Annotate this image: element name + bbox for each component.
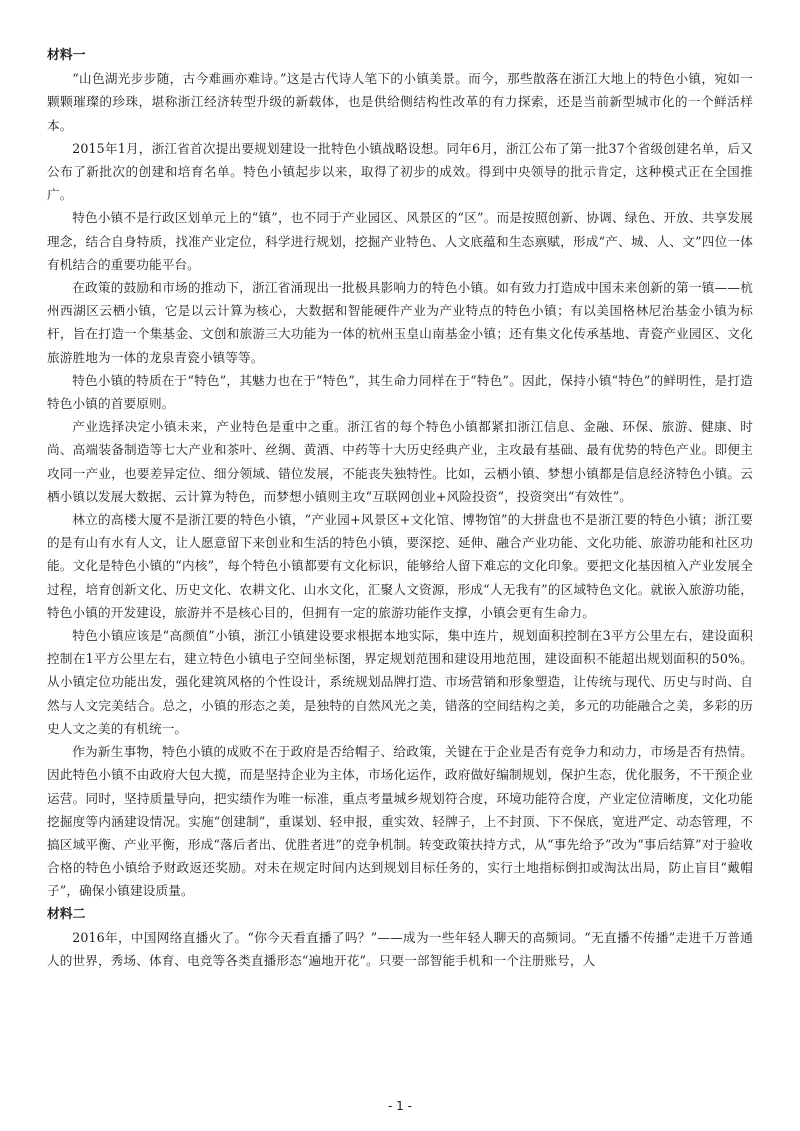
material-1-paragraph: 特色小镇的特质在于“特色”，其魅力也在于“特色”，其生命力同样在于“特色”。因此，保持小镇“特色”的鲜明性，是打造特色小镇的首要原则。 (47, 372, 753, 412)
material-1-paragraph: 特色小镇应该是“高颜值”小镇，浙江小镇建设要求根据本地实际，集中连片，规划面积控制在3平方公里左右，建设面积控制在1平方公里左右，建立特色小镇电子空间坐标图，界定规划范围和建设用地范围，建设面积不能超出规划面积的50%。从小镇定位功能出发，强化建筑风格的个性设计，系统规划品牌打造、市场营销和形象塑造，让传统与现代、历史与时尚、自然与人文完美结合。总之，小镇的形态之美，是独特的自然风光之美，错落的空间结构之美，多元的功能融合之美，多彩的历史人文之美的有机统一。 (47, 628, 753, 736)
material-2-paragraph: 2016年，中国网络直播火了。“你今天看直播了吗？”——成为一些年轻人聊天的高频词。“无直播不传播”走进千万普通人的世界，秀场、体育、电竞等各类直播形态“遍地开花”。只要一部智能手机和一个注册账号，人 (47, 929, 753, 968)
material-2-heading: 材料二 (47, 906, 86, 922)
document-page (47, 44, 753, 972)
material-1-paragraph: 林立的高楼大厦不是浙江要的特色小镇，“产业园+风景区+文化馆、博物馆”的大拼盘也不是浙江要的特色小镇；浙江要的是有山有水有人文，让人愿意留下来创业和生活的特色小镇，要深挖、延伸、融合产业功能、文化功能、旅游功能和社区功能。文化是特色小镇的“内核”，每个特色小镇都要有文化标识，能够给人留下难忘的文化印象。要把文化基因植入产业发展全过程，培育创新文化、历史文化、农耕文化、山水文化，汇聚人文资源，形成“人无我有”的区域特色文化。就嵌入旅游功能，特色小镇的开发建设，旅游并不是核心目的，但拥有一定的旅游功能作支撑，小镇会更有生命力。 (47, 512, 753, 620)
material-1-paragraph: 特色小镇不是行政区划单元上的“镇”，也不同于产业园区、风景区的“区”。而是按照创新、协调、绿色、开放、共享发展理念，结合自身特质，找准产业定位，科学进行规划，挖掘产业特色、人文底蕴和生态禀赋，形成“产、城、人、文”四位一体有机结合的重要功能平台。 (47, 210, 753, 272)
material-1-paragraph: 作为新生事物，特色小镇的成败不在于政府是否给帽子、给政策，关键在于企业是否有竞争力和动力，市场是否有热情。因此特色小镇不由政府大包大揽，而是坚持企业为主体，市场化运作，政府做好编制规划，保护生态，优化服务，不干预企业运营。同时，坚持质量导向，把实绩作为唯一标准，重点考量城乡规划符合度，环境功能符合度，产业定位清晰度，文化功能挖掘度等内涵建设情况。实施“创建制”，重谋划、轻申报，重实效、轻牌子，上不封顶、下不保底，宽进严定、动态管理，不搞区域平衡、产业平衡，形成“落后者出、优胜者进”的竞争机制。转变政策扶持方式，从“事先给予”改为“事后结算”对于验收合格的特色小镇给予财政返还奖励。对未在规定时间内达到规划目标任务的，实行土地指标倒扣或淘汰出局，防止盲目“戴帽子”，确保小镇建设质量。 (47, 744, 753, 899)
material-1-paragraph: 产业选择决定小镇未来，产业特色是重中之重。浙江省的每个特色小镇都紧扣浙江信息、金融、环保、旅游、健康、时尚、高端装备制造等七大产业和茶叶、丝绸、黄酒、中药等十大历史经典产业，主攻最有基础、最有优势的特色产业。即便主攻同一产业，也要差异定位、细分领域、错位发展，不能丧失独特性。比如，云栖小镇、梦想小镇都是信息经济特色小镇。云栖小镇以发展大数据、云计算为特色，而梦想小镇则主攻“互联网创业+风险投资”，投资突出“有效性”。 (47, 419, 753, 504)
material-1-heading: 材料一 (47, 48, 86, 63)
material-1-paragraph: 2015年1月，浙江省首次提出要规划建设一批特色小镇战略设想。同年6月，浙江公布了第一批37个省级创建名单，后又公布了新批次的创建和培育名单。特色小镇起步以来，取得了初步的成效。得到中央领导的批示肯定，这种模式正在全国推广。 (47, 140, 753, 203)
material-1-paragraph: 在政策的鼓励和市场的推动下，浙江省涌现出一批极具影响力的特色小镇。如有致力打造成中国未来创新的第一镇——杭州西湖区云栖小镇，它是以云计算为核心，大数据和智能硬件产业为产业特点的特色小镇；有以美国格林尼治基金小镇为标杆，旨在打造一个集基金、文创和旅游三大功能为一体的杭州玉皇山南基金小镇；还有集文化传承基地、青瓷产业园区、文化旅游胜地为一体的龙泉青瓷小镇等等。 (47, 280, 753, 365)
material-1-paragraph: “山色湖光步步随，古今难画亦难诗。”这是古代诗人笔下的小镇美景。而今，那些散落在浙江大地上的特色小镇，宛如一颗颗璀璨的珍珠，堪称浙江经济转型升级的新载体，也是供给侧结构性改革的有力探索，还是当前新型城市化的一个鲜活样本。 (47, 71, 753, 133)
page-number: - 1 - (388, 1099, 412, 1113)
